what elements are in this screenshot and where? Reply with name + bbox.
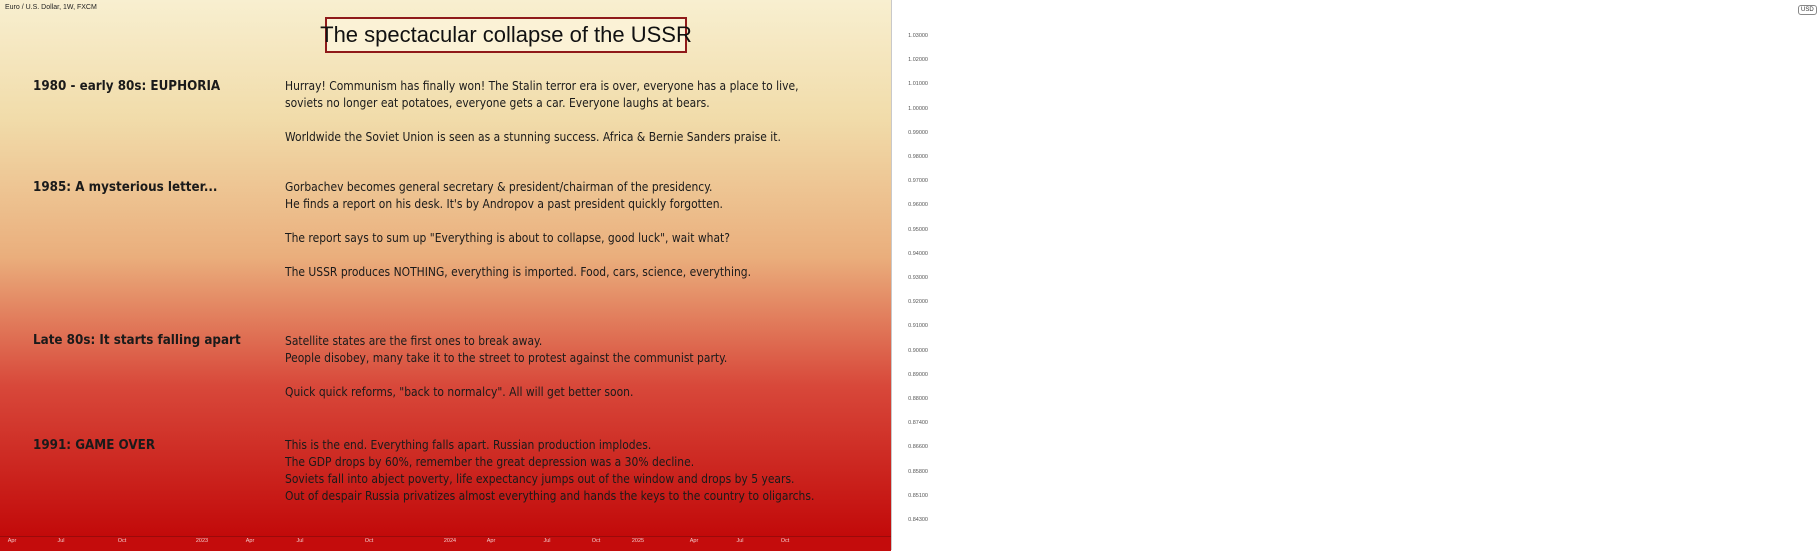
price-tick-label: 0.93000 [908,275,928,281]
text-line [285,246,751,263]
text-line: soviets no longer eat potatoes, everyone gets a car. Everyone laughs at bears. [285,95,710,110]
price-tick-label: 1.01000 [908,81,928,88]
text-line: Hurray! Communism has finally won! The Stalin terror era is over, everyone has a place to live, [285,78,799,93]
price-tick-label: 0.85800 [908,468,928,475]
price-tick-label: 0.96000 [908,202,928,209]
price-tick-label: 0.92000 [908,299,928,306]
text-line: He finds a report on his desk. It's by Andropov a past president quickly forgotten. [285,196,723,211]
chart-area[interactable] [0,0,891,536]
price-tick-label: 0.97000 [908,178,928,185]
time-tick-label: Apr [7,538,17,544]
time-tick-label: Apr [486,538,496,544]
text-line: The GDP drops by 60%, remember the great depression was a 30% decline. [285,454,695,469]
time-tick-label: 2024 [443,538,457,544]
time-tick-label: Apr [245,538,255,544]
text-line: Out of despair Russia privatizes almost everything and hands the keys to the country to oligarchs. [285,488,815,503]
section-heading-euphoria: 1980 - early 80s: EUPHORIA [33,79,221,94]
time-tick-label: 2023 [195,538,209,544]
currency-button[interactable]: USD [1798,5,1817,15]
section-body-game-over [285,436,814,504]
price-tick-label: 0.87400 [908,420,928,427]
text-line: The report says to sum up "Everything is about to collapse, good luck", wait what? [285,230,730,245]
section-body-falling-apart [285,332,727,400]
price-tick-label: 0.89000 [908,371,928,378]
price-tick-label: 0.99000 [908,129,928,136]
section-body-euphoria [285,77,798,145]
section-heading-falling-apart: Late 80s: It starts falling apart [33,333,241,348]
price-tick-label: 0.95000 [908,226,928,233]
price-tick-label: 1.00000 [908,105,928,112]
time-tick-label: Oct [364,538,374,544]
price-tick-label: 0.88000 [908,396,928,402]
text-line [285,366,727,383]
time-tick-label: Jul [296,538,304,544]
time-tick-label: Jul [57,538,65,544]
title-box [320,17,692,53]
price-tick-label: 0.94000 [908,250,928,257]
section-body-letter [285,178,751,280]
text-line [285,111,798,128]
text-line [285,212,751,229]
time-tick-label: Jul [736,538,744,544]
price-tick-label: 0.85100 [908,492,928,499]
time-tick-label: Oct [591,538,601,544]
page-title: The spectacular collapse of the USSR [320,22,692,47]
price-tick-label: 0.86600 [908,444,928,451]
time-tick-label: Apr [689,538,699,544]
price-tick-label: 0.91000 [908,323,928,330]
text-line: Gorbachev becomes general secretary & president/chairman of the presidency. [285,179,713,194]
time-tick-label: Oct [117,538,127,544]
text-line: Soviets fall into abject poverty, life expectancy jumps out of the window and drops by 5 years. [285,471,795,486]
symbol-label: Euro / U.S. Dollar, 1W, FXCM [5,4,97,11]
price-axis[interactable] [891,0,1814,550]
text-line: People disobey, many take it to the street to protest against the communist party. [285,350,728,365]
time-tick-label: Oct [780,538,790,544]
price-tick-label: 0.98000 [908,154,928,160]
section-heading-game-over: 1991: GAME OVER [33,438,156,453]
price-tick-label: 1.02000 [908,57,928,64]
price-tick-label: 1.03000 [908,33,928,39]
text-line: The USSR produces NOTHING, everything is imported. Food, cars, science, everything. [285,264,752,279]
price-tick-label: 0.90000 [908,347,928,354]
time-tick-label: 2025 [631,538,645,544]
text-line: Quick quick reforms, "back to normalcy". All will get better soon. [285,384,634,399]
price-tick-label: 0.84300 [908,517,928,523]
text-line: Worldwide the Soviet Union is seen as a stunning success. Africa & Bernie Sanders praise it. [285,129,781,144]
text-line: This is the end. Everything falls apart. Russian production implodes. [285,437,652,452]
time-tick-label: Jul [543,538,551,544]
text-line: Satellite states are the first ones to break away. [285,333,543,348]
section-heading-letter: 1985: A mysterious letter... [33,180,218,195]
